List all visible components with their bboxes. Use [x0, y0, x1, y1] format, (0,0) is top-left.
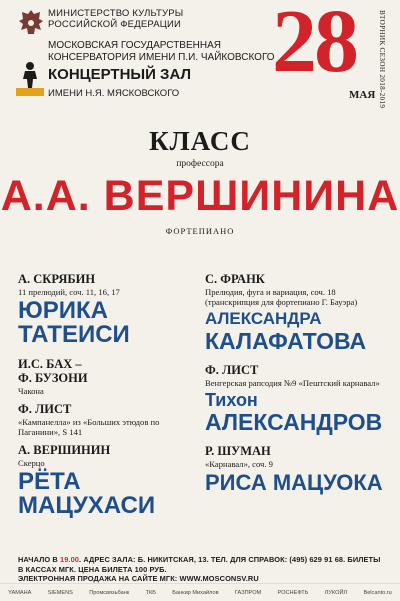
- concert-month: МАЯ: [349, 89, 376, 101]
- program-left-column: [18, 272, 203, 518]
- instrument-label: ФОРТЕПИАНО: [165, 226, 235, 236]
- work-title: 11 прелюдий, соч. 11, 16, 17: [18, 287, 120, 297]
- composer: Ф. ЛИСТ: [205, 363, 259, 377]
- professor-name: А.А. ВЕРШИНИНА: [0, 172, 400, 220]
- sponsor-logo: ТКБ: [145, 589, 156, 596]
- class-heading: КЛАСС: [149, 126, 251, 156]
- performer-name: АЛЕКСАНДРА КАЛАФАТОВА: [205, 309, 367, 354]
- start-time: 19.00: [60, 555, 80, 564]
- work-title: Венгерская рапсодия №9 «Пештский карнавал»: [205, 378, 380, 388]
- conservatory-name: МОСКОВСКАЯ ГОСУДАРСТВЕННАЯ КОНСЕРВАТОРИЯ ИМЕНИ П.И. ЧАЙКОВСКОГО: [48, 40, 275, 63]
- sponsor-logos: [0, 583, 400, 601]
- season-label: ВТОРНИК СЕЗОН 2018-2019: [378, 10, 386, 109]
- sponsor-logo: Промсвязьбанк: [89, 589, 130, 596]
- hall-subtitle: ИМЕНИ Н.Я. МЯСКОВСКОГО: [48, 88, 180, 99]
- online-sale-link: ЭЛЕКТРОННАЯ ПРОДАЖА НА САЙТЕ МГК: WWW.MOSCONSV.RU: [18, 574, 259, 583]
- composer: А. ВЕРШИНИН: [18, 443, 111, 457]
- sponsor-logo: YAMAHA: [8, 589, 32, 596]
- performer-name: РЁТА МАЦУХАСИ: [18, 468, 156, 519]
- performer-name: РИСА МАЦУОКА: [205, 470, 383, 495]
- program-right-column: [205, 272, 390, 495]
- hall-name: КОНЦЕРТНЫЙ ЗАЛ: [48, 66, 191, 83]
- ministry-name: МИНИСТЕРСТВО КУЛЬТУРЫ РОССИЙСКОЙ ФЕДЕРАЦИИ: [48, 8, 184, 30]
- performer-name: Тихон АЛЕКСАНДРОВ: [205, 390, 383, 435]
- composer: И.С. БАХ – Ф. БУЗОНИ: [18, 357, 88, 385]
- sponsor-logo: Банкир Михайлов: [172, 589, 219, 596]
- composer: Р. ШУМАН: [205, 444, 271, 458]
- work-title: Прелюдия, фуга и вариация, соч. 18 (транскрипция для фортепиано Г. Бауэра): [205, 287, 358, 307]
- work-title: Скерцо: [18, 458, 45, 468]
- work-title: «Кампанелла» из «Больших этюдов по Паганини», S 141: [18, 417, 160, 437]
- statue-logo-icon: [16, 62, 44, 96]
- work-title: «Карнавал», соч. 9: [205, 459, 273, 469]
- eagle-emblem-icon: [18, 8, 44, 40]
- footer-info: НАЧАЛО В 19.00. АДРЕС ЗАЛА: Б. НИКИТСКАЯ, 13. ТЕЛ. ДЛЯ СПРАВОК: (495) 629 91 68. БИЛЕТЫ В КАССАХ МГК. ЦЕНА БИЛЕТА 100 РУБ. ЭЛЕКТРОННАЯ ПРОДАЖА НА САЙТЕ МГК: WWW.MOSCONSV.RU: [18, 555, 388, 584]
- composer: Ф. ЛИСТ: [18, 402, 72, 416]
- sponsor-logo: РОСНЕФТЬ: [277, 589, 309, 596]
- concert-day: 28: [272, 0, 356, 91]
- professor-label: профессора: [176, 159, 224, 169]
- performer-name: ЮРИКА ТАТЕИСИ: [18, 297, 130, 348]
- sponsor-logo: ЛУКОЙЛ: [324, 589, 348, 596]
- work-title: Чакона: [18, 386, 44, 396]
- sponsor-logo: Belcanto.ru: [363, 589, 392, 596]
- composer: С. ФРАНК: [205, 272, 265, 286]
- composer: А. СКРЯБИН: [18, 272, 96, 286]
- sponsor-logo: SIEMENS: [47, 589, 73, 596]
- sponsor-logo: ГАЗПРОМ: [234, 589, 262, 596]
